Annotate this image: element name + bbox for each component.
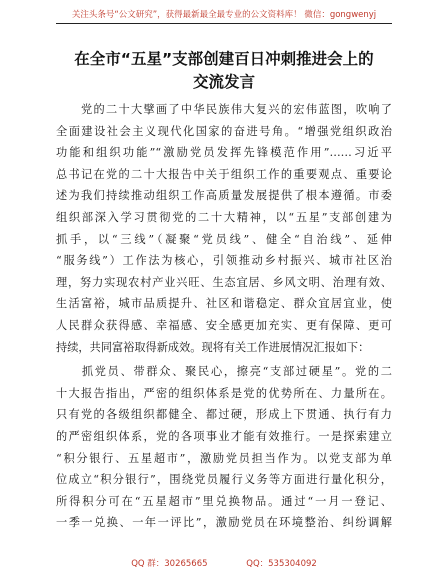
footer-qq: QQ：535304092	[246, 559, 317, 569]
paragraph-1	[56, 99, 392, 358]
footer-qq-group: QQ 群：30265665	[131, 559, 208, 569]
text-line: 人民群众获得感、幸福感、安全感更加充实、更有保障、更可	[56, 318, 392, 332]
title-line-2: 交流发言	[192, 73, 255, 91]
text-line: 抓手，以“三线”（凝聚“党员线”、健全“自治线”、延伸	[56, 232, 392, 246]
text-line: 理，努力实现农村产业兴旺、生态宜居、乡风文明、治理有效、	[56, 275, 392, 289]
text-line: 抓党员、带群众、聚民心，擦亮“支部过硬星”。党的二	[56, 365, 392, 379]
text-line: 位成立“积分银行”，围绕党员履行义务等方面进行量化积分，	[56, 473, 392, 487]
text-line: 一季一兑换、一年一评比”，激励党员在环境整治、纠纷调解	[56, 516, 392, 530]
text-line: 总书记在党的二十大报告中关于组织工作的重要观点、重要论	[56, 167, 392, 181]
text-line: 组织部深入学习贯彻党的二十大精神，以“五星”支部创建为	[56, 210, 392, 224]
text-line: 党的二十大擘画了中华民族伟大复兴的宏伟蓝图，吹响了	[56, 103, 392, 116]
text-line: 的严密组织体系，党的各项事业才能有效推行。一是探索建立	[56, 429, 392, 443]
header-divider	[56, 23, 392, 24]
text-line: 功能和组织功能”“激励党员发挥先锋模范作用”……习近平	[56, 146, 392, 160]
paragraph-2	[56, 361, 392, 534]
title-line-1: 在全市“五星”支部创建百日冲刺推进会上的	[74, 50, 374, 68]
text-line: 全面建设社会主义现代化国家的奋进号角。“增强党组织政治	[56, 124, 392, 138]
text-line: “积分银行、五星超市”，激励党员担当作为。以党支部为单	[56, 451, 392, 465]
text-line: 十大报告指出，严密的组织体系是党的优势所在、力量所在。	[56, 386, 392, 400]
document-body	[56, 99, 392, 534]
document-title	[40, 48, 408, 94]
text-line: 所得积分可在“五星超市”里兑换物品。通过“一月一登记、	[56, 494, 392, 508]
text-line: 述为我们持续推动组织工作高质量发展提供了根本遵循。市委	[56, 189, 392, 203]
header-notice: 关注头条号“公文研究”，获得最新最全最专业的公文资料库！ 微信：gongwenyj	[71, 10, 377, 20]
text-line: 持续，共同富裕取得新成效。现将有关工作进展情况汇报如下：	[56, 340, 370, 354]
footer-contact	[0, 557, 448, 569]
text-line: 只有党的各级组织都健全、都过硬，形成上下贯通、执行有力	[56, 408, 392, 422]
text-line: “服务线”）工作法为核心，引领推动乡村振兴、城市社区治	[56, 254, 392, 268]
text-line: 生活富裕，城市品质提升、社区和谐稳定、群众宜居宜业，使	[56, 297, 392, 311]
